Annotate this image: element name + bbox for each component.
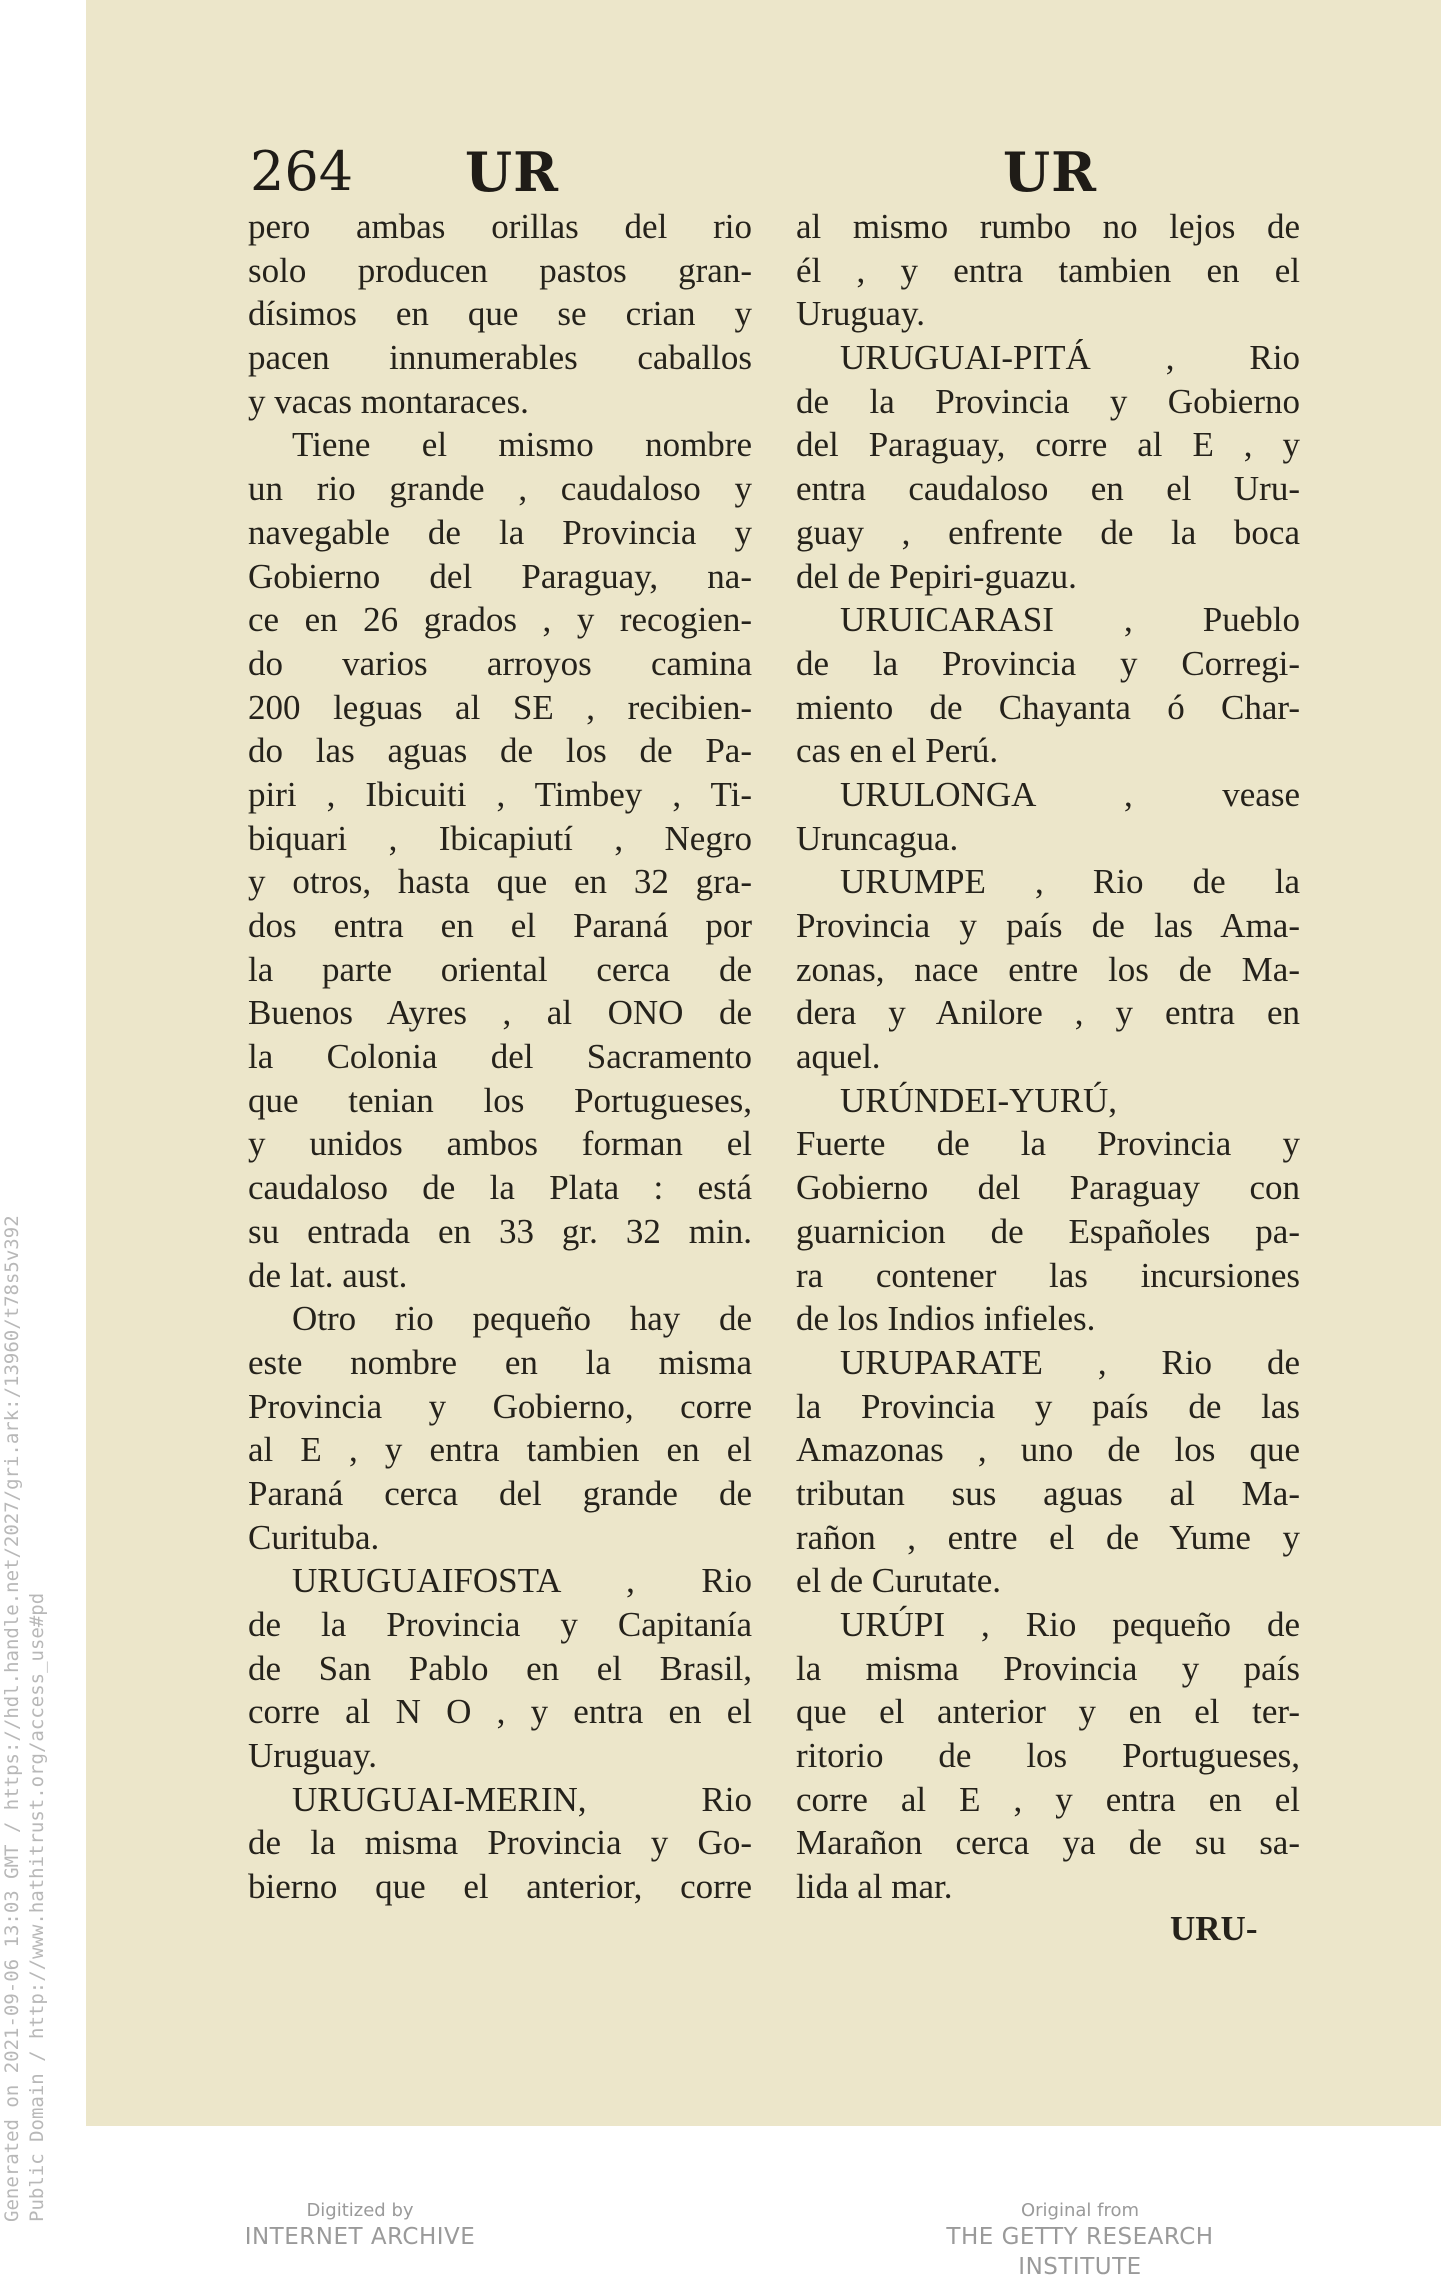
running-head-left: UR (465, 140, 559, 204)
text-line: do las aguas de los de Pa- (248, 731, 752, 771)
text-line: Marañon cerca ya de su sa- (796, 1823, 1300, 1863)
text-line: dísimos en que se crian y (248, 294, 752, 334)
text-line: aquel. (796, 1037, 881, 1077)
original-from-label: Original from (1020, 2200, 1140, 2221)
text-line: de lat. aust. (248, 1255, 408, 1295)
right-text-column (796, 205, 1300, 1909)
text-line: biquari , Ibicapiutí , Negro (248, 818, 752, 858)
text-line: de la misma Provincia y Go- (248, 1823, 752, 1863)
text-line: piri , Ibicuiti , Timbey , Ti- (248, 774, 752, 814)
original-from-credit (885, 2200, 1275, 2282)
text-line: URUGUAI-MERIN, Rio (292, 1779, 752, 1819)
text-line: corre al E , y entra en el (796, 1779, 1300, 1819)
text-line: miento de Chayanta ó Char- (796, 687, 1300, 727)
text-line: Buenos Ayres , al ONO de (248, 993, 752, 1033)
text-line: Paraná cerca del grande de (248, 1473, 752, 1513)
text-line: la misma Provincia y país (796, 1648, 1300, 1688)
digitized-by-label: Digitized by (306, 2200, 414, 2221)
text-line: caudaloso de la Plata : está (248, 1168, 752, 1208)
text-line: su entrada en 33 gr. 32 min. (248, 1211, 752, 1251)
text-line: Fuerte de la Provincia y (796, 1124, 1300, 1164)
text-line: pero ambas orillas del rio (248, 207, 752, 246)
text-line: dos entra en el Paraná por (248, 906, 752, 945)
text-line: Provincia y país de las Ama- (796, 906, 1300, 945)
text-line: Gobierno del Paraguay, na- (248, 556, 752, 596)
text-line: URUPARATE , Rio de (840, 1342, 1300, 1382)
text-line: lida al mar. (796, 1867, 953, 1907)
text-line: él , y entra tambien en el (796, 250, 1300, 290)
text-line: ra contener las incursiones (796, 1255, 1300, 1295)
text-line: Provincia y Gobierno, corre (248, 1386, 752, 1426)
text-line: de la Provincia y Capitanía (248, 1605, 752, 1644)
text-line: ce en 26 grados , y recogien- (248, 600, 752, 640)
text-line: este nombre en la misma (248, 1342, 752, 1382)
text-line: y vacas montaraces. (248, 381, 529, 421)
text-line: y unidos ambos forman el (248, 1124, 752, 1164)
text-line: ritorio de los Portugueses, (796, 1736, 1300, 1776)
digitizer-name: INTERNET ARCHIVE (244, 2224, 476, 2250)
text-line: Otro rio pequeño hay de (292, 1299, 752, 1339)
text-line: guay , enfrente de la boca (796, 512, 1300, 552)
text-line: URÚPI , Rio pequeño de (840, 1605, 1300, 1644)
text-line: corre al N O , y entra en el (248, 1692, 752, 1732)
text-line: la Colonia del Sacramento (248, 1037, 752, 1077)
text-line: que el anterior y en el ter- (796, 1692, 1300, 1732)
digitized-by-credit (240, 2200, 480, 2252)
text-line: cas en el Perú. (796, 731, 999, 771)
provenance-stamp (0, 1092, 60, 2222)
text-line: al mismo rumbo no lejos de (796, 207, 1300, 246)
left-text-column (248, 205, 752, 1909)
provenance-line-1: Generated on 2021-09-06 13:03 GMT / https://hdl.handle.net/2027/gri.ark:/13960/t78s5v392 (1, 1215, 23, 2222)
text-line: de San Pablo en el Brasil, (248, 1648, 752, 1688)
text-line: el de Curutate. (796, 1561, 1002, 1601)
text-line: Uruguay. (796, 294, 925, 334)
text-line: Curituba. (248, 1517, 380, 1557)
text-line: de la Provincia y Corregi- (796, 643, 1300, 683)
text-line: bierno que el anterior, corre (248, 1867, 752, 1907)
text-line: guarnicion de Españoles pa- (796, 1211, 1300, 1251)
text-line: Uruguay. (248, 1736, 377, 1776)
text-line: Uruncagua. (796, 818, 959, 858)
catchword: URU- (1170, 1909, 1258, 1948)
source-institution: THE GETTY RESEARCH INSTITUTE (946, 2224, 1214, 2280)
provenance-line-2: Public Domain / http://www.hathitrust.org/access_use#pd (26, 1592, 48, 2222)
text-line: la parte oriental cerca de (248, 949, 752, 989)
text-line: URUGUAI-PITÁ , Rio (840, 338, 1300, 378)
text-line: URUMPE , Rio de la (840, 862, 1300, 902)
text-line: tributan sus aguas al Ma- (796, 1473, 1300, 1513)
text-line: rañon , entre el de Yume y (796, 1517, 1300, 1557)
text-line: la Provincia y país de las (796, 1386, 1300, 1426)
text-line: pacen innumerables caballos (248, 338, 752, 378)
text-line: 200 leguas al SE , recibien- (248, 687, 752, 727)
text-line: URUGUAIFOSTA , Rio (292, 1561, 752, 1601)
text-line: un rio grande , caudaloso y (248, 469, 752, 509)
text-line: y otros, hasta que en 32 gra- (248, 862, 752, 902)
text-line: del de Pepiri-guazu. (796, 556, 1077, 596)
text-line: de los Indios infieles. (796, 1299, 1096, 1339)
running-head-right: UR (1003, 140, 1097, 204)
text-line: URULONGA , vease (840, 774, 1300, 814)
text-line: zonas, nace entre los de Ma- (796, 949, 1300, 989)
text-line: URÚNDEI-YURÚ, (840, 1080, 1118, 1120)
text-line: do varios arroyos camina (248, 643, 752, 683)
text-line: Amazonas , uno de los que (796, 1430, 1300, 1470)
text-line: Gobierno del Paraguay con (796, 1168, 1300, 1208)
text-line: URUICARASI , Pueblo (840, 600, 1300, 640)
text-line: al E , y entra tambien en el (248, 1430, 752, 1470)
text-line: entra caudaloso en el Uru- (796, 469, 1300, 509)
text-line: Tiene el mismo nombre (292, 425, 752, 465)
text-line: de la Provincia y Gobierno (796, 381, 1300, 421)
text-line: que tenian los Portugueses, (248, 1080, 752, 1120)
text-line: navegable de la Provincia y (248, 512, 752, 552)
text-line: solo producen pastos gran- (248, 250, 752, 290)
page-number: 264 (250, 140, 354, 203)
text-line: dera y Anilore , y entra en (796, 993, 1300, 1033)
text-line: del Paraguay, corre al E , y (796, 425, 1300, 465)
